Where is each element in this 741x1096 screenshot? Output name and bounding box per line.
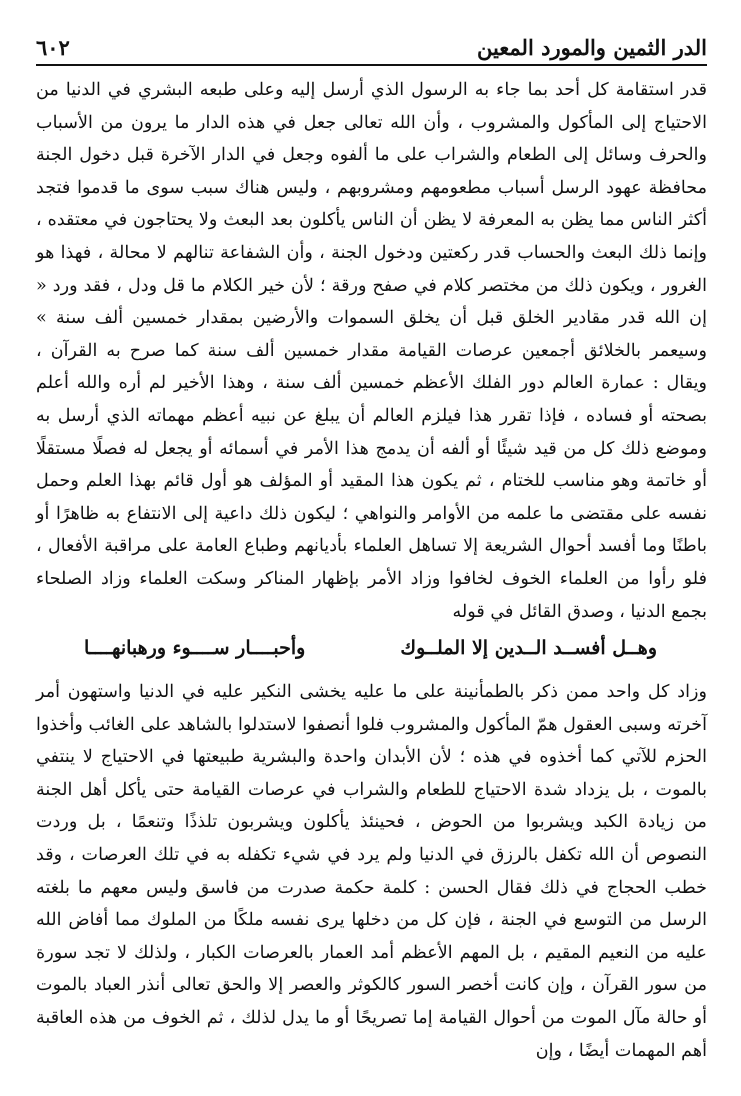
body-paragraph: وزاد كل واحد ممن ذكر بالطمأنينة على ما عليه يخشى النكير عليه في الدنيا واستهون أمر آخرته وسبى العقول همّ المأكول والمشروب فلوا أنصفوا لاستدلوا بالشاهد على الغائب وأخذوا الحزم للآتي كما أخذوه في هذه ؛ لأن الأبدان واحدة والبشرية طبيعتها في الاحتياج لا ينتفي بالموت ، بل يزداد شدة الاحتياج للطعام والشراب في عرصات القيامة حتى يأكل أهل الجنة من زيادة الكبد ويشربوا من الحوض ، فحينئذ يأكلون ويشربون تلذذًا وتنعمًا ، بل وردت النصوص أن الله تكفل بالرزق في الدنيا ولم يرد في شيء تكفله به في تلك العرصات ، وقد خطب الحجاج في ذلك فقال الحسن : كلمة حكمة صدرت من فاسق وليس معهم ما بلغته الرسل من التوسع في الجنة ، فإن كل من دخلها يرى نفسه ملكًا من الملوك مما أفاض الله عليه من النعيم المقيم ، بل المهم الأعظم أمد العمار بالعرصات الكبار ، ولذلك لا تجد سورة من سور القرآن ، وإن كانت أخصر السور كالكوثر والعصر إلا والحق تعالى أنذر العباد بالموت أو حالة مآل الموت من أحوال القيامة إما تصريحًا أو ما يدل لذلك ، ثم الخوف من هذه العاقبة أهم المهمات أيضًا ، وإن — [36, 682, 707, 1061]
book-page — [0, 20, 741, 1096]
poem-hemistich-second: وأحبــــار ســــوء ورهبانهــــا — [84, 637, 306, 660]
page-header — [36, 20, 707, 66]
poem-hemistich-first: وهــل أفســد الــدين إلا الملــوك — [400, 637, 657, 660]
body-paragraph: قدر استقامة كل أحد بما جاء به الرسول الذي أرسل إليه وعلى طبعه البشري في الدنيا من الاحتياج إلى المأكول والمشروب ، وأن الله تعالى جعل في هذه الدار ما يرون من الأسباب والحرف وسائل إلى الطعام والشراب على ما ألفوه وجعل في الدار الآخرة قبل دخول الجنة محافظة عهود الرسل أسباب مطعومهم ومشروبهم ، وليس هناك سبب سوى ما قدموا فتجد أكثر الناس مما يظن به المعرفة لا يظن أن الناس يأكلون بعد البعث ولا يحتاجون في معتقده ، وإنما ذلك البعث والحساب قدر ركعتين ودخول الجنة ، وأن الشفاعة تنالهم لا محالة ، فهذا هو الغرور ، ويكون ذلك من مختصر كلام في صفح ورقة ؛ لأن خير الكلام ما قل ودل ، فقد ورد « إن الله قدر مقادير الخلق قبل أن يخلق السموات والأرضين بمقدار خمسين ألف سنة » وسيعمر بالخلائق أجمعين عرصات القيامة مقدار خمسين ألف سنة كما صرح به القرآن ، ويقال : عمارة العالم دور الفلك الأعظم خمسين ألف سنة ، وهذا الأخير لم أره والله أعلم بصحته أو فساده ، فإذا تقرر هذا فيلزم العالم أن يبلغ عن نبيه أعظم مهماته الذي أرسل به وموضع ذلك كل من قيد شيئًا أو ألفه أن يدمج هذا الأمر في أسمائه أو يجعل له فصلًا مستقلًا أو خاتمة وهو مناسب للختام ، ثم يكون هذا المقيد أو المؤلف هو أول قائم بهذا العلم وحمل نفسه على مقتضى ما علمه من الأوامر والنواهي ؛ ليكون ذلك داعية إلى الانتفاع به ظاهرًا أو باطنًا وما أفسد أحوال الشريعة إلا تساهل العلماء بأديانهم وطباع العامة على مراقبة الأفعال ، فلو رأوا من العلماء الخوف لخافوا وزاد الأمر بإظهار المناكر وسكت العلماء وزاد الصلحاء بجمع الدنيا ، وصدق القائل في قوله — [36, 80, 707, 622]
running-title: الدر الثمين والمورد المعين — [476, 35, 707, 60]
poem-verse — [84, 632, 657, 664]
page-number: ٦٠٢ — [36, 35, 70, 60]
